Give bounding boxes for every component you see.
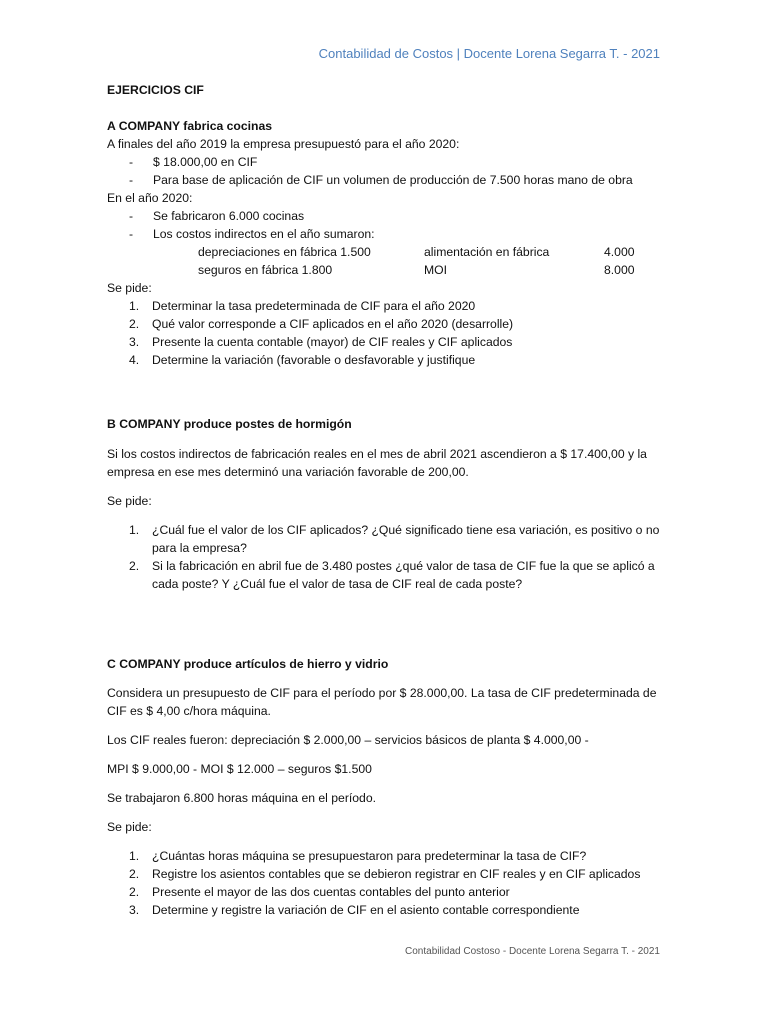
list-item: 1. Determinar la tasa predeterminada de CIF para el año 2020 xyxy=(129,299,476,313)
list-item: 2. Presente el mayor de las dos cuentas contables del punto anterior xyxy=(129,885,510,899)
section-a-task-list xyxy=(107,297,667,369)
section-c-paragraph: MPI $ 9.000,00 - MOI $ 12.000 – seguros $1.500 xyxy=(107,762,372,776)
section-b-heading: B COMPANY produce postes de hormigón xyxy=(107,417,352,431)
section-a-intro: A finales del año 2019 la empresa presupuestó para el año 2020: xyxy=(107,137,460,151)
year-label: En el año 2020: xyxy=(107,191,193,205)
list-item: 1. ¿Cuál fue el valor de los CIF aplicados? ¿Qué significado tiene esa variación, es positivo o no para la empresa? xyxy=(129,523,660,555)
budget-item: - $ 18.000,00 en CIF xyxy=(129,155,258,169)
section-b-task-list xyxy=(107,521,667,593)
section-b-paragraph: Si los costos indirectos de fabricación reales en el mes de abril 2021 ascendieron a $ 17.400,00 y la empresa en ese mes determinó una variación favorable de 200,00. xyxy=(107,447,647,479)
document-title: EJERCICIOS CIF xyxy=(107,83,204,97)
list-item: 3. Presente la cuenta contable (mayor) de CIF reales y CIF aplicados xyxy=(129,335,513,349)
document-body xyxy=(107,81,667,919)
se-pide-label: Se pide: xyxy=(107,281,152,295)
section-c-task-list xyxy=(107,847,667,919)
list-item: 2. Registre los asientos contables que se debieron registrar en CIF reales y en CIF aplicados xyxy=(129,867,641,881)
cost-row: depreciaciones en fábrica 1.500 alimentación en fábrica 4.000 xyxy=(198,245,635,259)
list-item: 1. ¿Cuántas horas máquina se presupuestaron para predeterminar la tasa de CIF? xyxy=(129,849,587,863)
section-c-paragraph: Se trabajaron 6.800 horas máquina en el período. xyxy=(107,791,376,805)
section-c-paragraph: Los CIF reales fueron: depreciación $ 2.000,00 – servicios básicos de planta $ 4.000,00 - xyxy=(107,733,589,747)
section-a-heading: A COMPANY fabrica cocinas xyxy=(107,119,273,133)
section-c-heading: C COMPANY produce artículos de hierro y vidrio xyxy=(107,657,389,671)
list-item: 3. Determine y registre la variación de CIF en el asiento contable correspondiente xyxy=(129,903,580,917)
budget-item: - Para base de aplicación de CIF un volumen de producción de 7.500 horas mano de obra xyxy=(129,173,633,187)
page-header: Contabilidad de Costos | Docente Lorena Segarra T. - 2021 xyxy=(318,46,660,61)
cost-row: seguros en fábrica 1.800 MOI 8.000 xyxy=(198,263,635,277)
list-item: 2. Qué valor corresponde a CIF aplicados en el año 2020 (desarrolle) xyxy=(129,317,514,331)
page-footer: Contabilidad Costoso - Docente Lorena Segarra T. - 2021 xyxy=(405,946,660,957)
se-pide-label: Se pide: xyxy=(107,494,152,508)
list-item: 4. Determine la variación (favorable o desfavorable y justifique xyxy=(129,353,476,367)
year-item: - Los costos indirectos en el año sumaron: xyxy=(129,227,375,241)
year-item: - Se fabricaron 6.000 cocinas xyxy=(129,209,305,223)
se-pide-label: Se pide: xyxy=(107,820,152,834)
list-item: 2. Si la fabricación en abril fue de 3.480 postes ¿qué valor de tasa de CIF fue la que se aplicó a cada poste? Y ¿Cuál fue el valor de tasa de CIF real de cada poste? xyxy=(129,559,655,591)
section-c-paragraph: Considera un presupuesto de CIF para el período por $ 28.000,00. La tasa de CIF predeterminada de CIF es $ 4,00 c/hora máquina. xyxy=(107,686,657,718)
